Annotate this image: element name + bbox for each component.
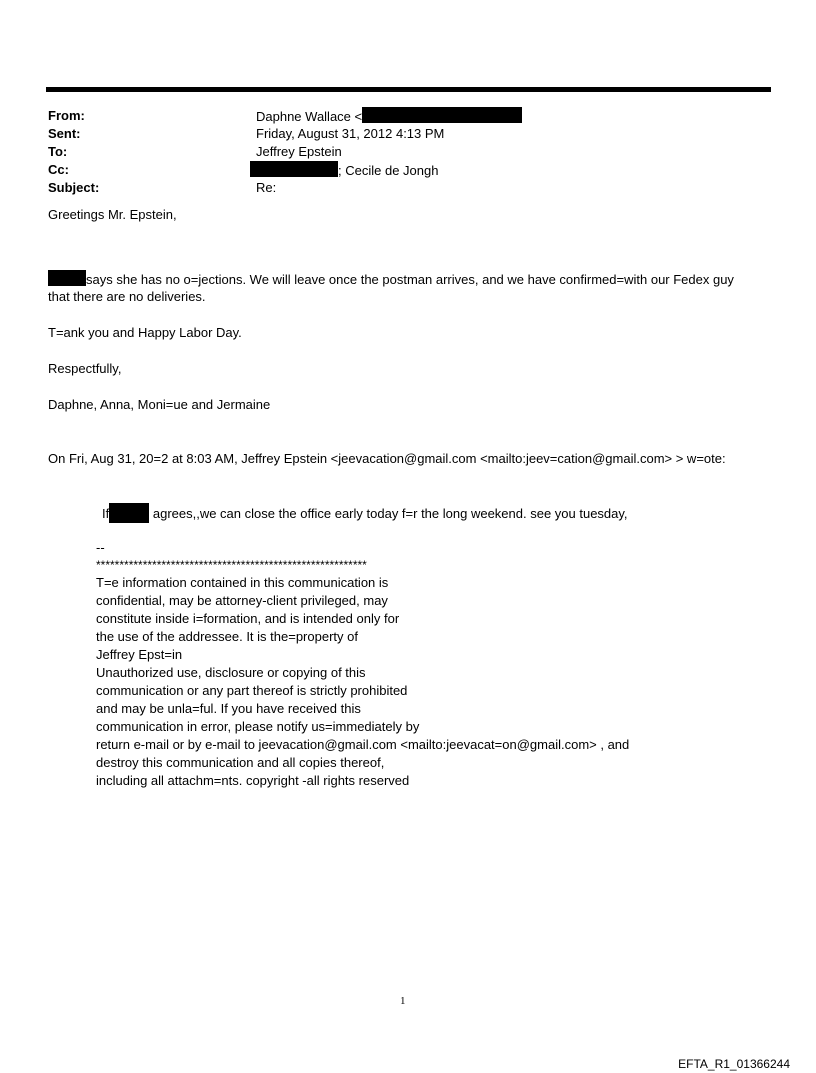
closing-line: Respectfully,	[48, 361, 122, 376]
disclaimer-line: Unauthorized use, disclosure or copying of this	[96, 665, 366, 680]
reply-header: On Fri, Aug 31, 20=2 at 8:03 AM, Jeffrey Epstein <jeevacation@gmail.com <mailto:jeev=cation@gmail.com> > w=ote:	[48, 451, 726, 466]
to-label: To:	[48, 144, 68, 159]
signature-line: Daphne, Anna, Moni=ue and Jermaine	[48, 397, 271, 412]
cc-label: Cc:	[48, 162, 69, 177]
thanks-line: T=ank you and Happy Labor Day.	[48, 325, 242, 340]
cc-value	[250, 161, 438, 180]
subject-label: Subject:	[48, 180, 100, 195]
disclaimer-line: return e-mail or by e-mail to jeevacation@gmail.com <mailto:jeevacat=on@gmail.com> , and	[96, 737, 630, 752]
disclaimer-line: Jeffrey Epst=in	[96, 647, 183, 662]
sent-value: Friday, August 31, 2012 4:13 PM	[256, 126, 445, 141]
body-para1-line2: that there are no deliveries.	[48, 289, 206, 304]
disclaimer-line: confidential, may be attorney-client privileged, may	[96, 593, 388, 608]
subject-value: Re:	[256, 180, 277, 195]
disclaimer-line: the use of the addressee. It is the=property of	[96, 629, 358, 644]
page-number: 1	[400, 995, 406, 1007]
disclaimer-line: including all attachm=nts. copyright -all rights reserved	[96, 773, 410, 788]
disclaimer-line: communication or any part thereof is strictly prohibited	[96, 683, 408, 698]
redaction-block	[362, 107, 522, 123]
if-prefix: If	[102, 506, 110, 521]
disclaimer-line: and may be unla=ful. If you have received this	[96, 701, 361, 716]
para1-line1-text: says she has no o=jections. We will leave once the postman arrives, and we have confirmed=with our Fedex guy	[86, 272, 734, 287]
signature-dashes: --	[96, 540, 105, 555]
disclaimer-line: constitute inside i=formation, and is intended only for	[96, 611, 400, 626]
redaction-block	[250, 161, 338, 177]
redaction-block	[48, 270, 86, 286]
from-name: Daphne Wallace <	[256, 109, 363, 124]
sent-label: Sent:	[48, 126, 81, 141]
from-value	[256, 107, 522, 126]
quoted-message-text: agrees,,we can close the office early today f=r the long weekend. see you tuesday,	[152, 506, 628, 521]
redaction-block	[109, 503, 149, 523]
disclaimer-line: communication in error, please notify us=immediately by	[96, 719, 420, 734]
document-id: EFTA_R1_01366244	[678, 1057, 790, 1071]
cc-names: ; Cecile de Jongh	[338, 163, 439, 178]
disclaimer-line: T=e information contained in this communication is	[96, 575, 389, 590]
header-rule	[46, 87, 771, 92]
quoted-message	[102, 503, 628, 523]
disclaimer-line: destroy this communication and all copies thereof,	[96, 755, 385, 770]
from-label: From:	[48, 108, 85, 123]
body-para1-line1	[48, 270, 734, 289]
stars-separator: **********************************************************	[96, 558, 367, 572]
to-value: Jeffrey Epstein	[256, 144, 342, 159]
greeting: Greetings Mr. Epstein,	[48, 207, 177, 222]
